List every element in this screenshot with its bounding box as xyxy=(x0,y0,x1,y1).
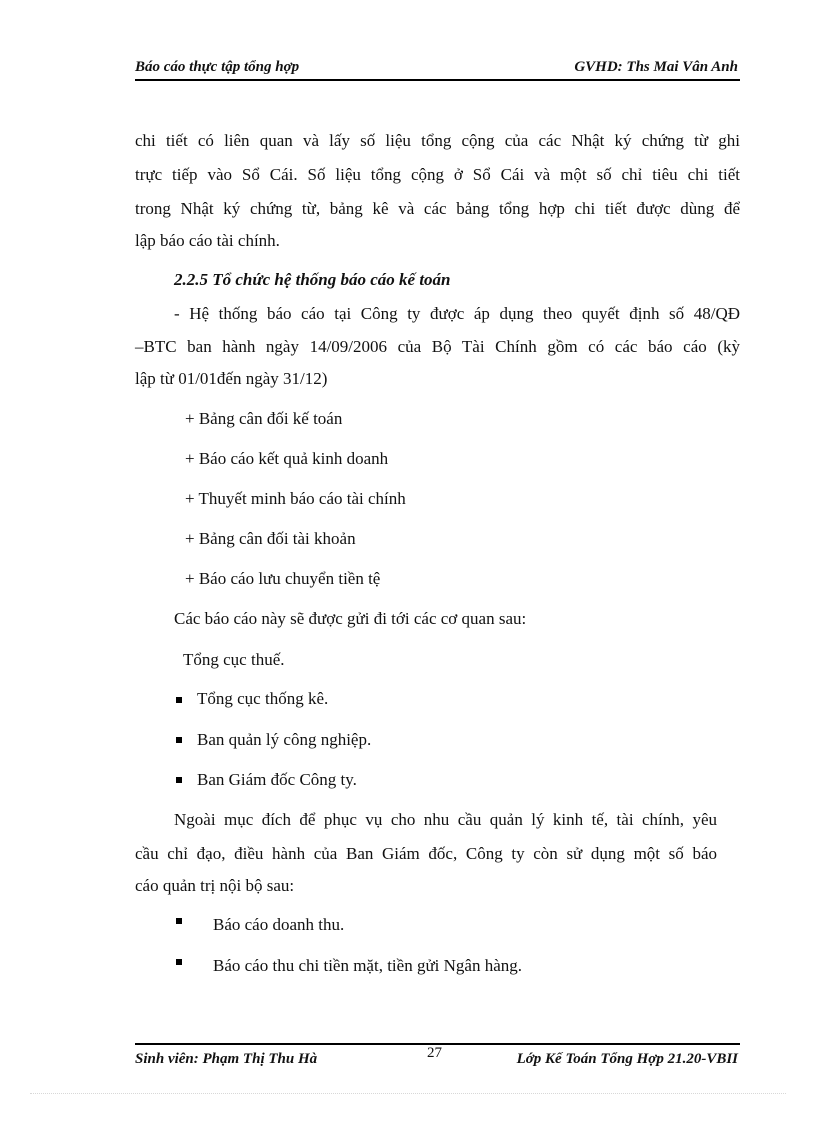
bullet-square-icon xyxy=(176,737,182,743)
agency-item: Ban Giám đốc Công ty. xyxy=(197,770,357,789)
agency-item: Tổng cục thuế. xyxy=(183,650,285,669)
bullet-square-icon xyxy=(176,959,182,965)
page-edge-divider xyxy=(30,1093,786,1094)
internal-para-line: cầu chỉ đạo, điều hành của Ban Giám đốc, Công ty còn sử dụng một số báo xyxy=(135,844,717,863)
section-heading: 2.2.5 Tổ chức hệ thống báo cáo kế toán xyxy=(174,270,451,289)
page-number: 27 xyxy=(427,1045,442,1061)
bullet-square-icon xyxy=(176,697,182,703)
send-intro: Các báo cáo này sẽ được gửi đi tới các cơ quan sau: xyxy=(174,609,527,628)
internal-para-line: cáo quản trị nội bộ sau: xyxy=(135,876,295,895)
intro-line: trong Nhật ký chứng từ, bảng kê và các bảng tổng hợp chi tiết được dùng để xyxy=(135,199,740,218)
page-header xyxy=(135,57,740,81)
internal-para-line: Ngoài mục đích để phục vụ cho nhu cầu quản lý kinh tế, tài chính, yêu xyxy=(174,810,717,829)
section-para-line: –BTC ban hành ngày 14/09/2006 của Bộ Tài Chính gồm có các báo cáo (kỳ xyxy=(135,337,740,356)
intro-line: trực tiếp vào Sổ Cái. Số liệu tổng cộng ở Sổ Cái và một số chỉ tiêu chi tiết xyxy=(135,165,740,184)
agency-item: Tổng cục thống kê. xyxy=(197,689,329,708)
section-para-line: - Hệ thống báo cáo tại Công ty được áp dụng theo quyết định số 48/QĐ xyxy=(174,304,740,323)
internal-report-item: Báo cáo doanh thu. xyxy=(213,915,345,934)
agency-item: Ban quản lý công nghiệp. xyxy=(197,730,372,749)
intro-line: lập báo cáo tài chính. xyxy=(135,231,280,250)
report-item: + Báo cáo lưu chuyển tiền tệ xyxy=(185,569,381,588)
bullet-square-icon xyxy=(176,918,182,924)
report-item: + Bảng cân đối kế toán xyxy=(185,409,343,428)
section-para-line: lập từ 01/01đến ngày 31/12) xyxy=(135,369,328,388)
intro-line: chi tiết có liên quan và lấy số liệu tổng cộng của các Nhật ký chứng từ ghi xyxy=(135,131,740,150)
footer-student: Sinh viên: Phạm Thị Thu Hà xyxy=(135,1051,318,1067)
page-footer xyxy=(135,1043,740,1073)
footer-class: Lớp Kế Toán Tổng Hợp 21.20-VBII xyxy=(516,1051,738,1067)
report-item: + Thuyết minh báo cáo tài chính xyxy=(185,489,406,508)
report-item: + Bảng cân đối tài khoản xyxy=(185,529,356,548)
header-report-title: Báo cáo thực tập tổng hợp xyxy=(135,59,300,75)
bullet-square-icon xyxy=(176,777,182,783)
internal-report-item: Báo cáo thu chi tiền mặt, tiền gửi Ngân hàng. xyxy=(213,956,522,975)
header-supervisor: GVHD: Ths Mai Vân Anh xyxy=(574,59,738,75)
report-item: + Báo cáo kết quả kinh doanh xyxy=(185,449,389,468)
